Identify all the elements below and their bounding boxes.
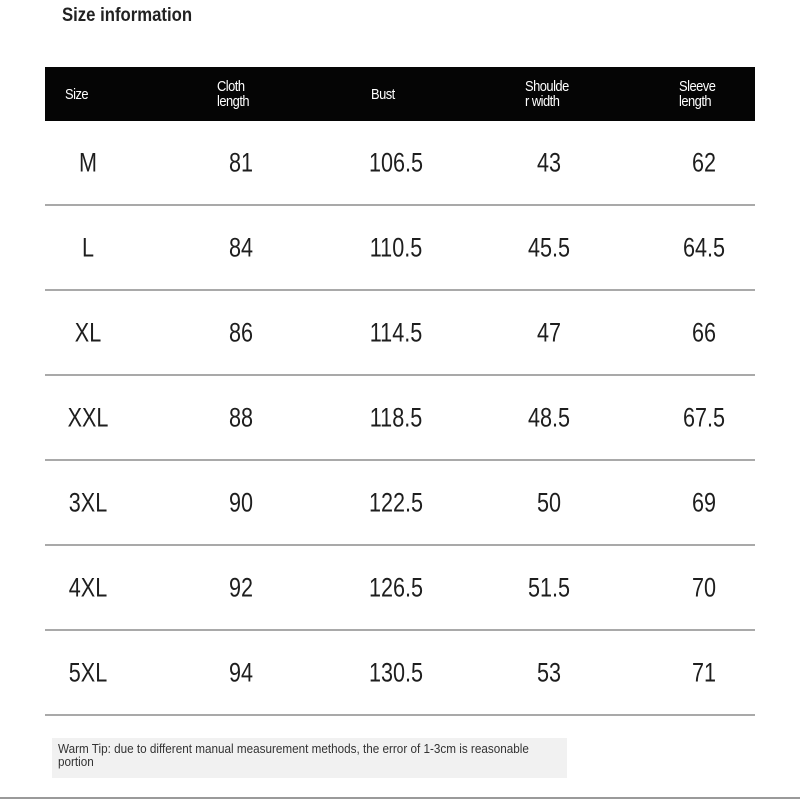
sleeve-length-cell: 71 (691, 657, 717, 688)
shoulder-width-cell: 53 (536, 657, 562, 688)
table-row (45, 376, 755, 461)
size-cell: XL (74, 317, 102, 348)
header-size-label: Size (65, 85, 89, 103)
table-row (45, 546, 755, 631)
bust-cell: 106.5 (368, 147, 424, 178)
header-sleeve-length (679, 67, 721, 121)
warm-tip-note (52, 738, 567, 778)
bottom-divider (0, 797, 800, 799)
sleeve-length-cell: 64.5 (682, 232, 726, 263)
shoulder-width-cell: 47 (536, 317, 562, 348)
bust-cell: 126.5 (368, 572, 424, 603)
header-sleeve-length-line2: length (679, 93, 712, 110)
sleeve-length-cell: 66 (691, 317, 717, 348)
header-shoulder-width-line2: r width (525, 93, 560, 110)
table-row (45, 121, 755, 206)
shoulder-width-cell: 51.5 (527, 572, 571, 603)
header-shoulder-width-line1: Shoulde (525, 78, 569, 95)
warm-tip-line2: portion (58, 754, 94, 769)
cloth-length-cell: 88 (228, 402, 254, 433)
size-table-body (45, 121, 755, 716)
shoulder-width-cell: 45.5 (527, 232, 571, 263)
header-sleeve-length-line1: Sleeve (679, 78, 716, 95)
bust-cell: 122.5 (368, 487, 424, 518)
bust-cell: 130.5 (368, 657, 424, 688)
header-size (65, 67, 92, 121)
cloth-length-cell: 84 (228, 232, 254, 263)
table-row (45, 206, 755, 291)
table-header (45, 67, 755, 121)
size-cell: 5XL (68, 657, 108, 688)
sleeve-length-cell: 62 (691, 147, 717, 178)
size-cell: M (79, 147, 97, 178)
shoulder-width-cell: 48.5 (527, 402, 571, 433)
size-cell: XXL (67, 402, 109, 433)
shoulder-width-cell: 50 (536, 487, 562, 518)
header-bust-label: Bust (371, 85, 395, 103)
shoulder-width-cell: 43 (536, 147, 562, 178)
warm-tip-line1: Warm Tip: due to different manual measurement methods, the error of 1-3cm is reasonable (58, 741, 529, 756)
bust-cell: 110.5 (369, 232, 423, 263)
sleeve-length-cell: 69 (691, 487, 717, 518)
bust-cell: 114.5 (369, 317, 423, 348)
header-cloth-length-line2: length (217, 93, 250, 110)
cloth-length-cell: 94 (228, 657, 254, 688)
table-row (45, 291, 755, 376)
cloth-length-cell: 90 (228, 487, 254, 518)
header-cloth-length (217, 67, 254, 121)
sleeve-length-cell: 70 (691, 572, 717, 603)
table-row (45, 461, 755, 546)
page-title: Size information (62, 5, 193, 26)
header-bust (371, 67, 399, 121)
sleeve-length-cell: 67.5 (682, 402, 726, 433)
table-row (45, 631, 755, 716)
size-cell: L (81, 232, 95, 263)
cloth-length-cell: 92 (228, 572, 254, 603)
header-cloth-length-line1: Cloth (217, 78, 245, 95)
cloth-length-cell: 81 (228, 147, 254, 178)
size-cell: 4XL (68, 572, 108, 603)
size-cell: 3XL (68, 487, 108, 518)
cloth-length-cell: 86 (228, 317, 254, 348)
bust-cell: 118.5 (369, 402, 423, 433)
header-shoulder-width (525, 67, 576, 121)
